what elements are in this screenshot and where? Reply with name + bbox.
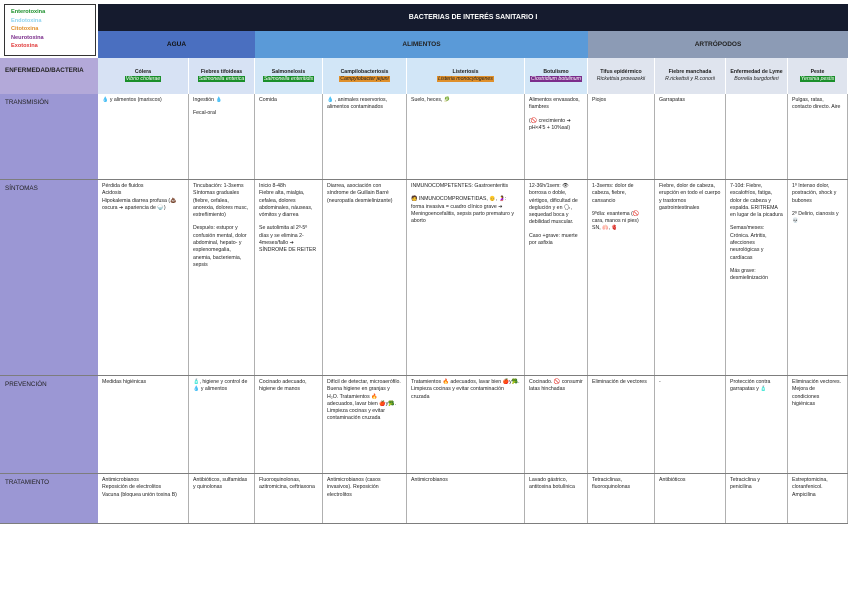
table-cell — [407, 376, 525, 474]
table-cell — [788, 376, 848, 474]
cell-text: Piojos — [592, 97, 607, 103]
table-title: BACTERIAS DE INTERÉS SANITARIO I — [98, 4, 848, 31]
table-cell — [655, 376, 726, 474]
section-agua: AGUA — [98, 31, 255, 58]
cell-text: Ingestión 💧 — [193, 97, 222, 103]
cell-text: Estreptomicina, cloranfenicol. Ampicilina — [792, 477, 828, 498]
legend-item: Exotoxina — [11, 43, 38, 49]
disease-name: Fiebre manchada — [668, 69, 712, 75]
table-cell — [525, 180, 588, 376]
table-cell — [525, 94, 588, 180]
disease-name: Botulismo — [543, 69, 569, 75]
cell-text: Fluoroquinolonas, azitromicina, ceftriaxona — [259, 477, 315, 491]
cell-text: Reposición de electrolitos — [102, 484, 162, 491]
bacteria-name: Salmonella enterica — [198, 76, 245, 82]
cell-text: Medidas higiénicas — [102, 379, 147, 385]
cell-text: Antimicrobianos — [102, 477, 139, 483]
bacteria-name: Rickettsia prowazekii — [596, 76, 646, 82]
table-cell — [407, 474, 525, 524]
table-cell — [189, 180, 255, 376]
cell-text: 🧴, higiene y control de 💧 y alimentos — [193, 379, 248, 393]
cell-text: Inicio 8-48h — [259, 183, 286, 189]
table-cell — [323, 474, 407, 524]
cell-text: Pérdida de fluidos — [102, 183, 144, 189]
cell-text: 12-36h/1sem: 👁 borrosa o doble, vértigos, dificultad de deglución y en 🗣, sequedad boca y debilidad muscular. — [529, 183, 578, 226]
table-cell — [788, 94, 848, 180]
cell-text: Se autolimita al 2º-5º días y se elimina 2-4meses/fallo ➔ SÍNDROME DE REITER — [259, 225, 317, 254]
disease-name: Listeriosis — [452, 69, 479, 75]
disease-name: Tifus epidérmico — [600, 69, 642, 75]
disease-name: Peste — [810, 69, 825, 75]
cell-text: Semas/meses: Crónica. Artritis, afecciones neurológicas y cardíacas — [730, 225, 767, 261]
cell-text: Tetraciclinas, fluoroquinolonas — [592, 477, 631, 491]
table-cell — [255, 94, 323, 180]
table-cell — [189, 94, 255, 180]
row-divider — [0, 523, 848, 524]
table-cell — [588, 180, 655, 376]
cell-text: Eliminación vectores. Mejora de condiciones higiénicas — [792, 379, 842, 407]
table-cell — [655, 474, 726, 524]
table-cell — [588, 94, 655, 180]
table-cell — [98, 180, 189, 376]
bacteria-name: Vibrio cholerae — [125, 76, 161, 82]
row-label: TRANSMISIÓN — [0, 94, 98, 180]
cell-text: 💧 , animales reservorios, alimentos contaminados — [327, 97, 388, 111]
section-artropodos: ARTRÓPODOS — [588, 31, 848, 58]
cell-text: Más grave: desmielinización — [730, 267, 769, 282]
disease-header — [98, 58, 189, 94]
table-cell — [407, 94, 525, 180]
disease-header — [788, 58, 848, 94]
table-cell — [655, 94, 726, 180]
table-cell — [98, 376, 189, 474]
cell-text: INMUNOCOMPETENTES: Gastroenteritis — [411, 183, 509, 189]
toxin-legend — [4, 4, 96, 56]
cell-text: 🧑 INMUNOCOMPROMETIDAS, 👴, 🤰: forma invasiva = cuadro clínico grave ➔ Meningoencefalitis, sepsis parto prematuro y aborto — [411, 196, 514, 225]
disease-header — [407, 58, 525, 94]
cell-text: Fiebre, dolor de cabeza, erupción en todo el cuerpo y trastornos gastrointestinales — [659, 183, 721, 211]
cell-text: Vacuna (bloquea unión toxina B) — [102, 491, 177, 498]
cell-text: 2º Delirio, cianosis y 💀 — [792, 210, 839, 225]
bacteria-name: Yersinia pestis — [800, 76, 835, 82]
table-cell — [588, 474, 655, 524]
cell-text: Eliminación de vectores — [592, 379, 647, 385]
legend-item: Citotoxina — [11, 26, 39, 32]
row-label: SÍNTOMAS — [0, 180, 98, 376]
bacteria-name: Listeria monocytogenes — [438, 76, 493, 82]
cell-text: 9ºdía: exantema (🚫cara, manos ni pies) — [592, 210, 640, 225]
table-cell — [255, 180, 323, 376]
cell-text: Tetraciclina y penicilina — [730, 477, 760, 491]
first-column-header: ENFERMEDAD/BACTERIA — [0, 58, 98, 94]
section-alimentos: ALIMENTOS — [255, 31, 588, 58]
table-cell — [788, 474, 848, 524]
table-cell — [323, 180, 407, 376]
cell-text: Comida — [259, 97, 277, 103]
table-cell — [726, 474, 788, 524]
cell-text: Alimentos envasados, fiambres — [529, 97, 580, 111]
cell-text: Tratamientos 🔥 adecuados, lavar bien 🍎y🥦. Limpieza cocinas y evitar contaminación cruzada — [411, 379, 520, 400]
cell-text: Pulgas, ratas, contacto directo. Aire — [792, 97, 841, 111]
bacteria-name: R.rickettsii y R.conorii — [665, 76, 715, 82]
cell-text: (🚫 crecimiento ➔ pH<4'5 + 10%sal) — [529, 117, 571, 131]
disease-header — [588, 58, 655, 94]
cell-text: Antimicrobianos (casos invasivos). Reposición electrolitos — [327, 477, 381, 498]
disease-name: Campilobacteriosis — [340, 69, 389, 75]
cell-text: Suelo, heces, 🥬 — [411, 97, 451, 103]
legend-item: Enterotoxina — [11, 9, 46, 15]
row-label: TRATAMIENTO — [0, 474, 98, 524]
table-cell — [323, 376, 407, 474]
cell-text: Garrapatas — [659, 97, 685, 103]
table-cell — [407, 180, 525, 376]
cell-text: Después: estupor y confusión mental, dolor abdominal, hepato- y esplenomegalia, anemia, bacteriemia, sepsis — [193, 225, 247, 268]
table-cell — [255, 376, 323, 474]
cell-text: Antibióticos, sulfamidas y quinolonas — [193, 477, 248, 491]
table-cell — [98, 94, 189, 180]
bacteria-name: Salmonella enteritidis — [263, 76, 314, 82]
bacteria-name: Borrelia burgdorferi — [734, 76, 779, 82]
disease-name: Cólera — [134, 69, 152, 75]
disease-header — [189, 58, 255, 94]
cell-text: Fecal-oral — [193, 110, 217, 117]
table-cell — [323, 94, 407, 180]
cell-text: Caso +grave: muerte por asfixia — [529, 232, 578, 247]
bacteria-name: Campylobacter jejuni — [340, 76, 389, 82]
cell-text: 1º Intenso dolor, postración, shock y bubones — [792, 183, 837, 204]
cell-text: Hipokalemia diarrea profusa (💩 oscura ➔ apariencia de 🍚) — [102, 197, 177, 211]
cell-text: 1-3sems: dolor de cabeza, fiebre, cansancio — [592, 183, 634, 204]
disease-header — [726, 58, 788, 94]
cell-spacer — [730, 97, 783, 103]
disease-header — [323, 58, 407, 94]
table-cell — [726, 180, 788, 376]
table-cell — [525, 474, 588, 524]
cell-text: 💧 y alimentos (mariscos) — [102, 97, 162, 103]
table-cell — [255, 474, 323, 524]
bacteria-name: Clostridium botulinum — [531, 76, 581, 82]
cell-text: Difícil de detectar, microaerófilo. Buena higiene en granjas y H₂O. Tratamientos 🔥adecuados, lavar bien 🍎y🥦. Limpieza cocinas y evitar contaminación cruzada — [327, 379, 401, 422]
cell-text: SN, 🫁, 🫀 — [592, 225, 618, 232]
cell-text: Diarrea, asociación con síndrome de Guillain Barré (neuropatía desmielinizante) — [327, 183, 393, 204]
disease-header — [255, 58, 323, 94]
table-cell — [189, 376, 255, 474]
table-cell — [525, 376, 588, 474]
cell-text: Acidosis — [102, 190, 122, 197]
table-cell — [98, 474, 189, 524]
cell-text: 7-10d: Fiebre, escalofríos, fatiga, dolor de cabeza y espalda. ERITREMA en lugar de la picadura — [730, 183, 783, 219]
cell-text: Lavado gástrico, antitoxina botulínica — [529, 477, 575, 491]
disease-name: Enfermedad de Lyme — [730, 69, 783, 75]
cell-text: Fiebre alta, mialgia, cefalea, dolores abdominales, náuseas, vómitos y diarrea — [259, 190, 313, 219]
row-label: PREVENCIÓN — [0, 376, 98, 474]
cell-text: Cocinado adecuado, higiene de manos — [259, 379, 307, 393]
cell-text: - — [659, 379, 661, 385]
cell-text: Protección contra garrapatas y 🧴 — [730, 379, 771, 393]
cell-text: Antimicrobianos — [411, 477, 448, 483]
legend-item: Endotoxina — [11, 17, 42, 24]
legend-item: Neurotoxina — [11, 34, 44, 41]
disease-header — [525, 58, 588, 94]
cell-text: Antibióticos — [659, 477, 686, 483]
table-cell — [588, 376, 655, 474]
disease-name: Fiebres tifoideas — [200, 69, 243, 75]
cell-text: Tincubación: 1-3sems Síntomas graduales (fiebre, cefalea, anorexia, dolores musc, estreñimiento) — [193, 183, 249, 219]
disease-name: Salmonelosis — [271, 69, 306, 75]
table-cell — [788, 180, 848, 376]
disease-header — [655, 58, 726, 94]
table-cell — [655, 180, 726, 376]
table-cell — [189, 474, 255, 524]
table-cell — [726, 376, 788, 474]
table-cell — [726, 94, 788, 180]
cell-text: Cocinado. 🚫 consumir latas hinchadas — [529, 379, 583, 393]
